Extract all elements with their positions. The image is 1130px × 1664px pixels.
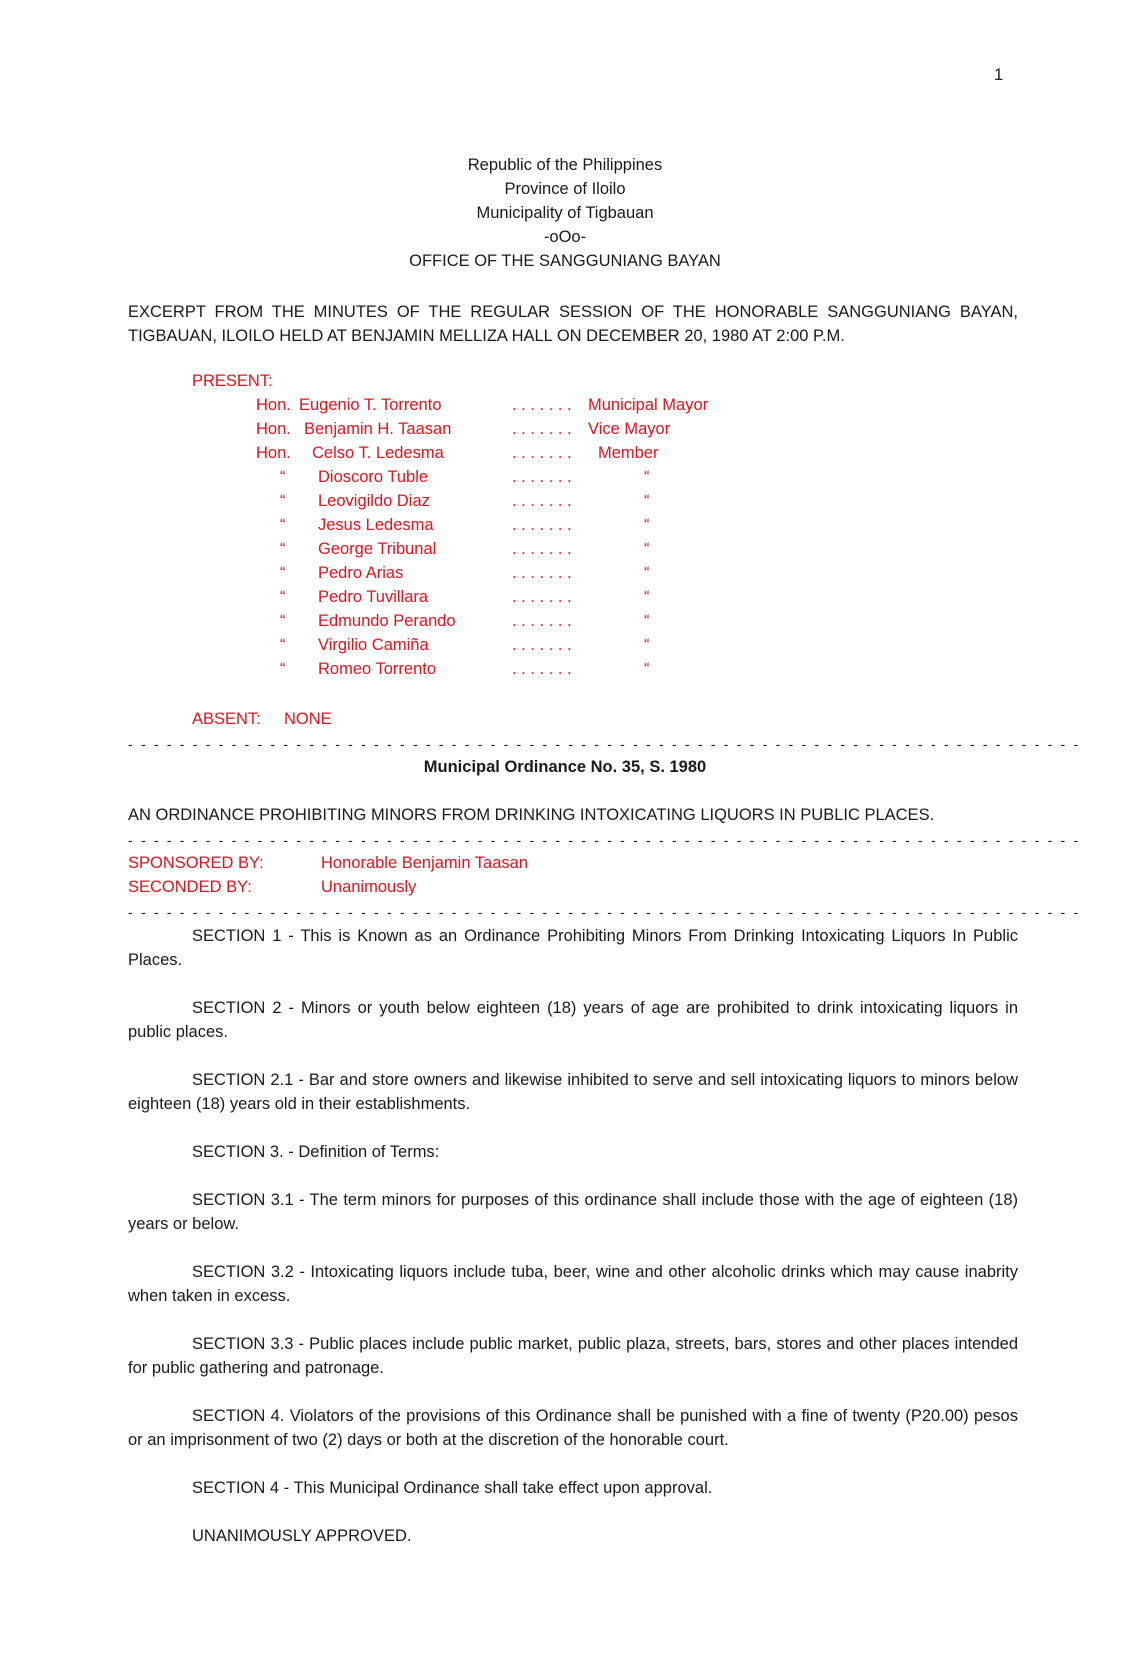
member-prefix: Hon. xyxy=(256,396,291,414)
header-ornament: -oOo- xyxy=(543,228,587,246)
header-municipality: Municipality of Tigbauan xyxy=(476,204,654,222)
separator-line: - - - - - - - - - - - - - - - - - - - - - - - - - - - - - - - - - - - - - - - - - - - - - - - - - - - - - - - - - - - - - - - - - - - - - - - - - - xyxy=(128,832,1081,848)
member-prefix: “ xyxy=(280,564,286,582)
member-prefix: Hon. xyxy=(256,420,291,438)
section-paragraph: SECTION 3.1 - The term minors for purposes of this ordinance shall include those with the age of eighteen (18) years or below. xyxy=(128,1191,1018,1233)
member-name: Leovigildo Diaz xyxy=(318,492,430,510)
separator-line: - - - - - - - - - - - - - - - - - - - - - - - - - - - - - - - - - - - - - - - - - - - - - - - - - - - - - - - - - - - - - - - - - - - - - - - - - - xyxy=(128,904,1081,920)
member-role: “ xyxy=(644,516,650,534)
member-role: “ xyxy=(644,540,650,558)
leader-dots: . . . . . . . xyxy=(512,444,572,462)
member-name: Virgilio Camiña xyxy=(318,636,429,654)
member-role: Vice Mayor xyxy=(588,420,671,438)
leader-dots: . . . . . . . xyxy=(512,588,572,606)
leader-dots: . . . . . . . xyxy=(512,516,572,534)
excerpt-paragraph: EXCERPT FROM THE MINUTES OF THE REGULAR SESSION OF THE HONORABLE SANGGUNIANG BAYAN, TIGBAUAN, ILOILO HELD AT BENJAMIN MELLIZA HALL ON DECEMBER 20, 1980 AT 2:00 P.M. xyxy=(128,303,1018,345)
section-paragraph: SECTION 1 - This is Known as an Ordinance Prohibiting Minors From Drinking Intoxicating Liquors In Public Places. xyxy=(128,927,1018,969)
leader-dots: . . . . . . . xyxy=(512,636,572,654)
member-prefix: Hon. xyxy=(256,444,291,462)
member-name: Jesus Ledesma xyxy=(318,516,434,534)
header-office: OFFICE OF THE SANGGUNIANG BAYAN xyxy=(409,252,721,270)
section-paragraph: SECTION 3.3 - Public places include public market, public plaza, streets, bars, stores and other places intended for public gathering and patronage. xyxy=(128,1335,1018,1377)
member-role: “ xyxy=(644,492,650,510)
seconded-label: SECONDED BY: xyxy=(128,878,252,896)
member-role: “ xyxy=(644,636,650,654)
sponsored-label: SPONSORED BY: xyxy=(128,854,264,872)
member-name: Dioscoro Tuble xyxy=(318,468,429,486)
section-paragraph: SECTION 3. - Definition of Terms: xyxy=(192,1143,440,1161)
section-paragraph: SECTION 2.1 - Bar and store owners and likewise inhibited to serve and sell intoxicating liquors to minors below eighteen (18) years old in their establishments. xyxy=(128,1071,1018,1113)
leader-dots: . . . . . . . xyxy=(512,396,572,414)
leader-dots: . . . . . . . xyxy=(512,564,572,582)
member-prefix: “ xyxy=(280,516,286,534)
member-role: “ xyxy=(644,468,650,486)
member-role: “ xyxy=(644,588,650,606)
member-name: George Tribunal xyxy=(318,540,437,558)
member-prefix: “ xyxy=(280,660,286,678)
absent-label: ABSENT: xyxy=(192,710,261,728)
member-name: Pedro Tuvillara xyxy=(318,588,429,606)
member-role: Municipal Mayor xyxy=(588,396,709,414)
member-prefix: “ xyxy=(280,468,286,486)
member-name: Romeo Torrento xyxy=(318,660,437,678)
member-name: Pedro Arias xyxy=(318,564,404,582)
leader-dots: . . . . . . . xyxy=(512,468,572,486)
member-role: Member xyxy=(598,444,659,462)
sponsored-value: Honorable Benjamin Taasan xyxy=(321,854,528,872)
ordinance-subject: AN ORDINANCE PROHIBITING MINORS FROM DRINKING INTOXICATING LIQUORS IN PUBLIC PLACES. xyxy=(128,806,935,824)
member-name: Eugenio T. Torrento xyxy=(299,396,442,414)
member-prefix: “ xyxy=(280,636,286,654)
member-prefix: “ xyxy=(280,612,286,630)
leader-dots: . . . . . . . xyxy=(512,420,572,438)
member-prefix: “ xyxy=(280,492,286,510)
ordinance-title: Municipal Ordinance No. 35, S. 1980 xyxy=(423,758,707,776)
member-name: Celso T. Ledesma xyxy=(312,444,444,462)
leader-dots: . . . . . . . xyxy=(512,660,572,678)
present-label: PRESENT: xyxy=(192,372,273,390)
section-paragraph: SECTION 4 - This Municipal Ordinance shall take effect upon approval. xyxy=(192,1479,713,1497)
section-paragraph: SECTION 2 - Minors or youth below eighteen (18) years of age are prohibited to drink intoxicating liquors in public places. xyxy=(128,999,1018,1041)
member-name: Benjamin H. Taasan xyxy=(304,420,452,438)
leader-dots: . . . . . . . xyxy=(512,540,572,558)
seconded-value: Unanimously xyxy=(321,878,417,896)
header-province: Province of Iloilo xyxy=(504,180,626,198)
member-prefix: “ xyxy=(280,588,286,606)
leader-dots: . . . . . . . xyxy=(512,612,572,630)
member-role: “ xyxy=(644,564,650,582)
header-republic: Republic of the Philippines xyxy=(467,156,663,174)
member-name: Edmundo Perando xyxy=(318,612,456,630)
member-role: “ xyxy=(644,660,650,678)
approval-statement: UNANIMOUSLY APPROVED. xyxy=(192,1527,412,1545)
member-role: “ xyxy=(644,612,650,630)
separator-line: - - - - - - - - - - - - - - - - - - - - - - - - - - - - - - - - - - - - - - - - - - - - - - - - - - - - - - - - - - - - - - - - - - - - - - - - - - xyxy=(128,736,1081,752)
page-number: 1 xyxy=(994,66,1004,84)
section-paragraph: SECTION 4. Violators of the provisions of this Ordinance shall be punished with a fine of twenty (P20.00) pesos or an imprisonment of two (2) days or both at the discretion of the honorable court. xyxy=(128,1407,1018,1449)
section-paragraph: SECTION 3.2 - Intoxicating liquors include tuba, beer, wine and other alcoholic drinks which may cause inabrity when taken in excess. xyxy=(128,1263,1018,1305)
leader-dots: . . . . . . . xyxy=(512,492,572,510)
absent-value: NONE xyxy=(284,710,332,728)
member-prefix: “ xyxy=(280,540,286,558)
